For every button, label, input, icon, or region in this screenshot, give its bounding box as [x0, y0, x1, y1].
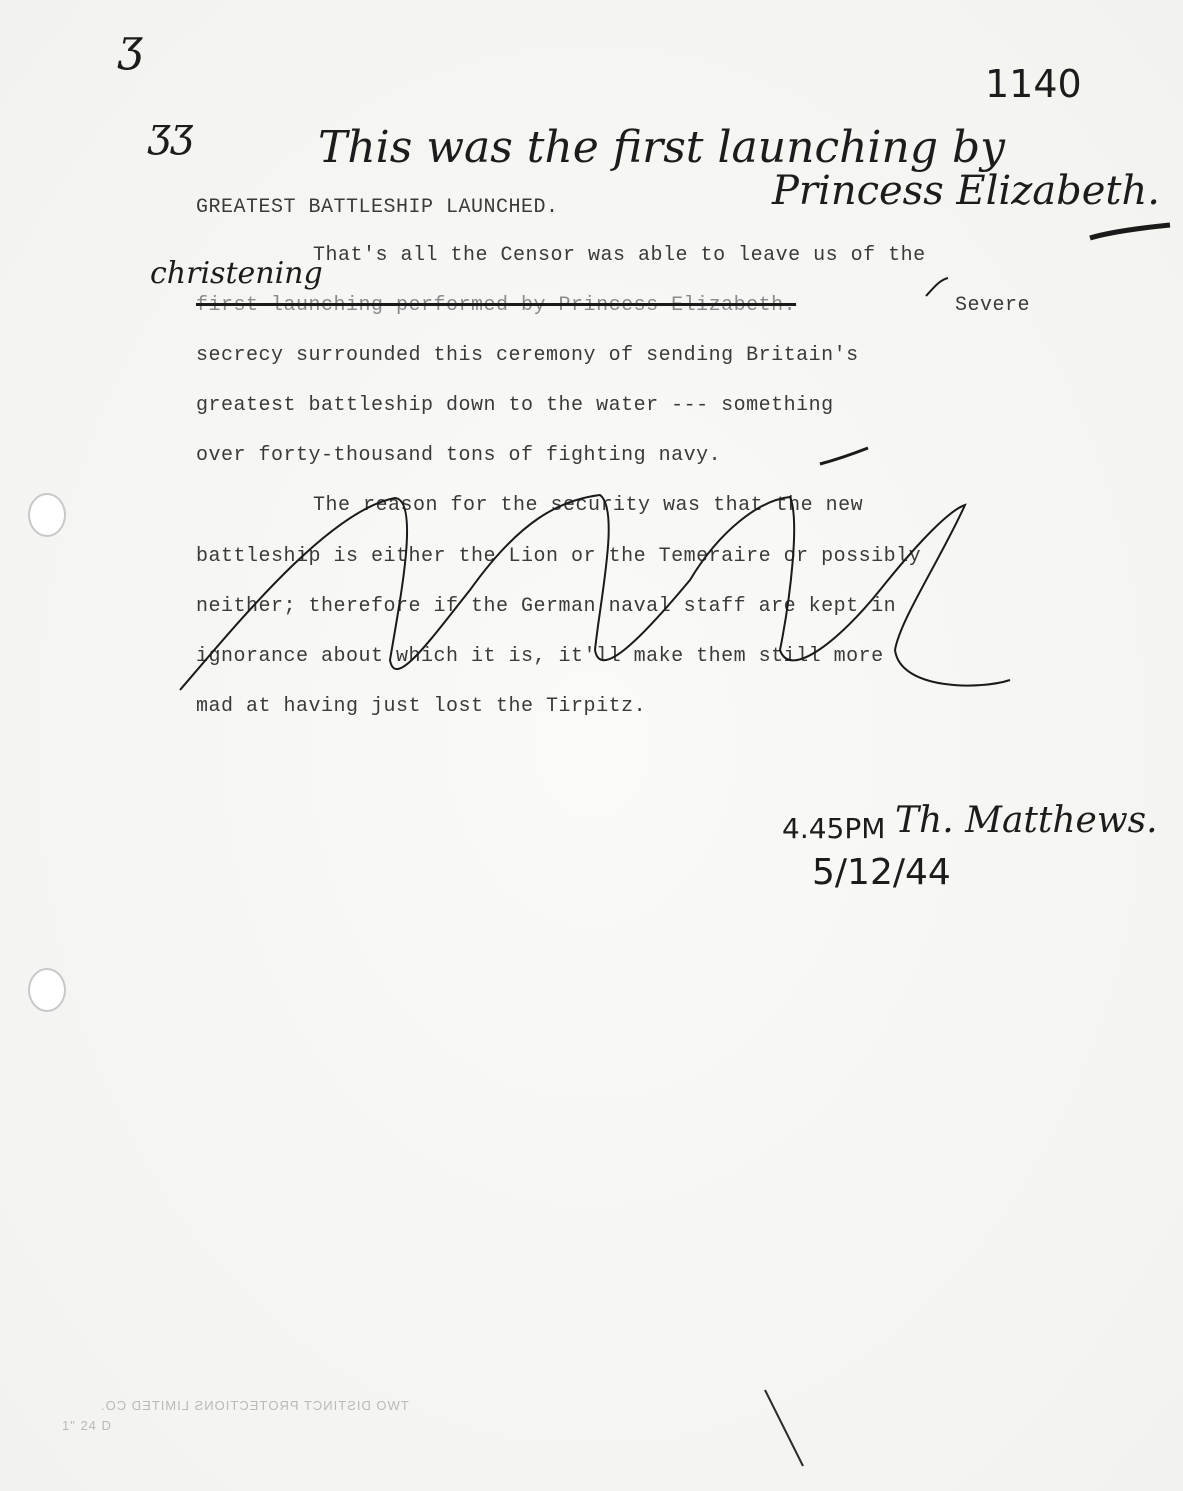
margin-mark-second: ʒʒ: [148, 110, 194, 156]
handwritten-insertion: christening: [150, 256, 323, 291]
paragraph2-line1: The reason for the security was that the new: [313, 494, 864, 517]
signature-time: 4.45PM: [782, 812, 886, 845]
margin-mark-top: ʒ: [118, 20, 143, 71]
handwritten-note-line2: Princess Elizabeth.: [772, 168, 1160, 214]
paragraph1-line1: That's all the Censor was able to leave us of the: [313, 244, 926, 267]
paragraph1-line5: over forty-thousand tons of fighting navy.: [196, 444, 722, 467]
signature-date: 5/12/44: [812, 852, 951, 893]
paragraph1-line2-struck: first launching performed by Princess Elizabeth.: [196, 294, 797, 317]
paragraph1-line4: greatest battleship down to the water --- something: [196, 394, 834, 417]
document-title: GREATEST BATTLESHIP LAUNCHED.: [196, 196, 559, 219]
title-underline-stroke: [1090, 225, 1170, 238]
navy-arrow-stroke: [820, 448, 868, 464]
paragraph2-line3: neither; therefore if the German naval staff are kept in: [196, 595, 897, 618]
footer-mirrored-text: TWO DISTINCT PROTECTIONS LIMITED CO.: [100, 1398, 409, 1413]
paragraph2-line2: battleship is either the Lion or the Temeraire or possibly: [196, 545, 922, 568]
paragraph1-line2-rest: Severe: [955, 294, 1031, 317]
handwritten-note-line1: This was the first launching by: [318, 122, 1006, 173]
stray-pen-mark: [765, 1390, 803, 1466]
page-number: 1140: [985, 62, 1082, 106]
paragraph-deletion-scribble: [180, 495, 1010, 690]
footer-small-text: 1" 24 D: [62, 1418, 112, 1433]
paragraph2-line4: ignorance about which it is, it'll make them still more: [196, 645, 884, 668]
insertion-caret-stroke: [926, 278, 948, 296]
paragraph2-line5: mad at having just lost the Tirpitz.: [196, 695, 647, 718]
signature-name: Th. Matthews.: [895, 800, 1158, 841]
paragraph1-line3: secrecy surrounded this ceremony of sending Britain's: [196, 344, 859, 367]
